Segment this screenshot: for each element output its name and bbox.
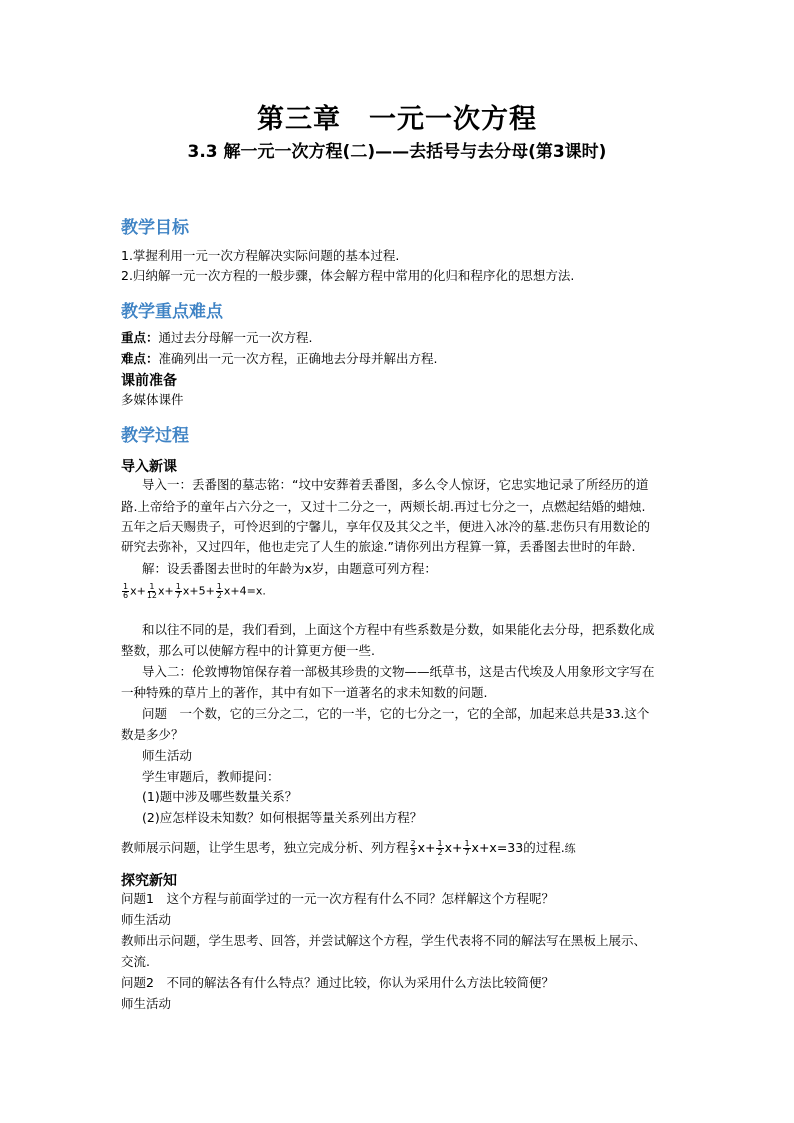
question-2: 问题2 不同的解法各有什么特点？通过比较，你认为采用什么方法比较简便？ [121,975,554,990]
question-1: 问题1 这个方程与前面学过的一元一次方程有什么不同？怎样解这个方程呢？ [121,891,554,906]
prep-text: 多媒体课件 [121,392,184,407]
fraction: $\frac{2}{3}$ [410,839,416,857]
explore-line: 交流. [121,954,150,969]
section-prep-heading: 课前准备 [121,373,177,389]
fraction: $\frac{1}{7}$ [175,582,181,600]
compare-line: 整数，那么可以使解方程中的计算更方便一些. [121,643,375,658]
intro-line: 五年之后天赐贵子，可怜迟到的宁馨儿，享年仅及其父之半，便进入冰冷的墓.悲伤只有用数论的 [121,519,650,534]
explore-heading: 探究新知 [121,873,177,889]
difficult-point-line [121,351,438,367]
activity-label: 师生活动 [121,912,172,927]
intro2-line: 导入二：伦敦博物馆保存着一部极其珍贵的文物——纸草书，这是古代埃及人用象形文字写在 [142,664,655,679]
compare-line: 和以往不同的是，我们看到，上面这个方程中有些系数是分数，如果能化去分母，把系数化成 [142,622,655,637]
fraction: $\frac{1}{12}$ [146,582,158,600]
explore-line: 教师出示问题，学生思考、回答，并尝试解这个方程，学生代表将不同的解法写在黑板上展示、 [121,933,647,948]
activity-label: 师生活动 [142,748,193,763]
chapter-title: 第三章 一元一次方程 [257,104,537,135]
intro-heading: 导入新课 [121,459,177,475]
lesson-subtitle: 3.3 解一元一次方程(二)——去括号与去分母(第3课时) [187,142,607,162]
section-goals-heading: 教学目标 [121,218,189,238]
solve-line: 解：设丢番图去世时的年龄为x岁，由题意可列方程： [142,561,437,576]
activity-label: 师生活动 [121,996,172,1011]
ask-item: (2)应怎样设未知数？如何根据等量关系列出方程？ [142,810,423,825]
key-point-line [121,330,313,346]
ask-intro: 学生审题后，教师提问： [142,769,280,784]
fraction: $\frac{1}{2}$ [437,839,443,857]
fraction: $\frac{1}{6}$ [123,582,129,600]
goal-item: 1.掌握利用一元一次方程解决实际问题的基本过程. [121,248,400,263]
problem-line: 问题 一个数，它的三分之二，它的一半，它的七分之一，它的全部，加起来总共是33.这个 [142,706,650,721]
goal-item: 2.归纳解一元一次方程的一般步骤，体会解方程中常用的化归和程序化的思想方法. [121,268,575,283]
intro-line: 路.上帝给予的童年占六分之一，又过十二分之一，两颊长胡.再过七分之一，点燃起结婚的蜡烛. [121,499,646,514]
fraction: $\frac{1}{7}$ [464,839,470,857]
difficult-text: 准确列出一元一次方程，正确地去分母并解出方程. [158,351,438,366]
intro-line: 导入一：丢番图的墓志铭：“坟中安葬着丢番图，多么令人惊讶，它忠实地记录了所经历的道 [142,477,649,492]
problem-line: 数是多少？ [121,727,184,742]
show-line: 教师展示问题，让学生思考，独立完成分析、列方程 $\frac{2}{3}$ x+ $\frac{1}{2}$ x+ $\frac{1}{7}$ x+x=33的过程.练 [121,839,576,857]
section-key-points-heading: 教学重点难点 [121,302,223,322]
section-process-heading: 教学过程 [121,426,189,446]
key-text: 通过去分母解一元一次方程. [158,330,313,345]
ask-item: (1)题中涉及哪些数量关系？ [142,789,298,804]
intro2-line: 一种特殊的草片上的著作，其中有如下一道著名的求未知数的问题. [121,685,488,700]
key-label: 重点： [121,330,159,345]
difficult-label: 难点： [121,351,159,366]
intro-line: 研究去弥补，又过四年，他也走完了人生的旅途.”请你列出方程算一算，丢番图去世时的年龄. [121,539,636,554]
fraction: $\frac{1}{2}$ [216,582,222,600]
equation: $\frac{1}{6}$ x+ $\frac{1}{12}$ x+ $\frac{1}{7}$ x+5+ $\frac{1}{2}$ x+4=x. [123,582,266,600]
